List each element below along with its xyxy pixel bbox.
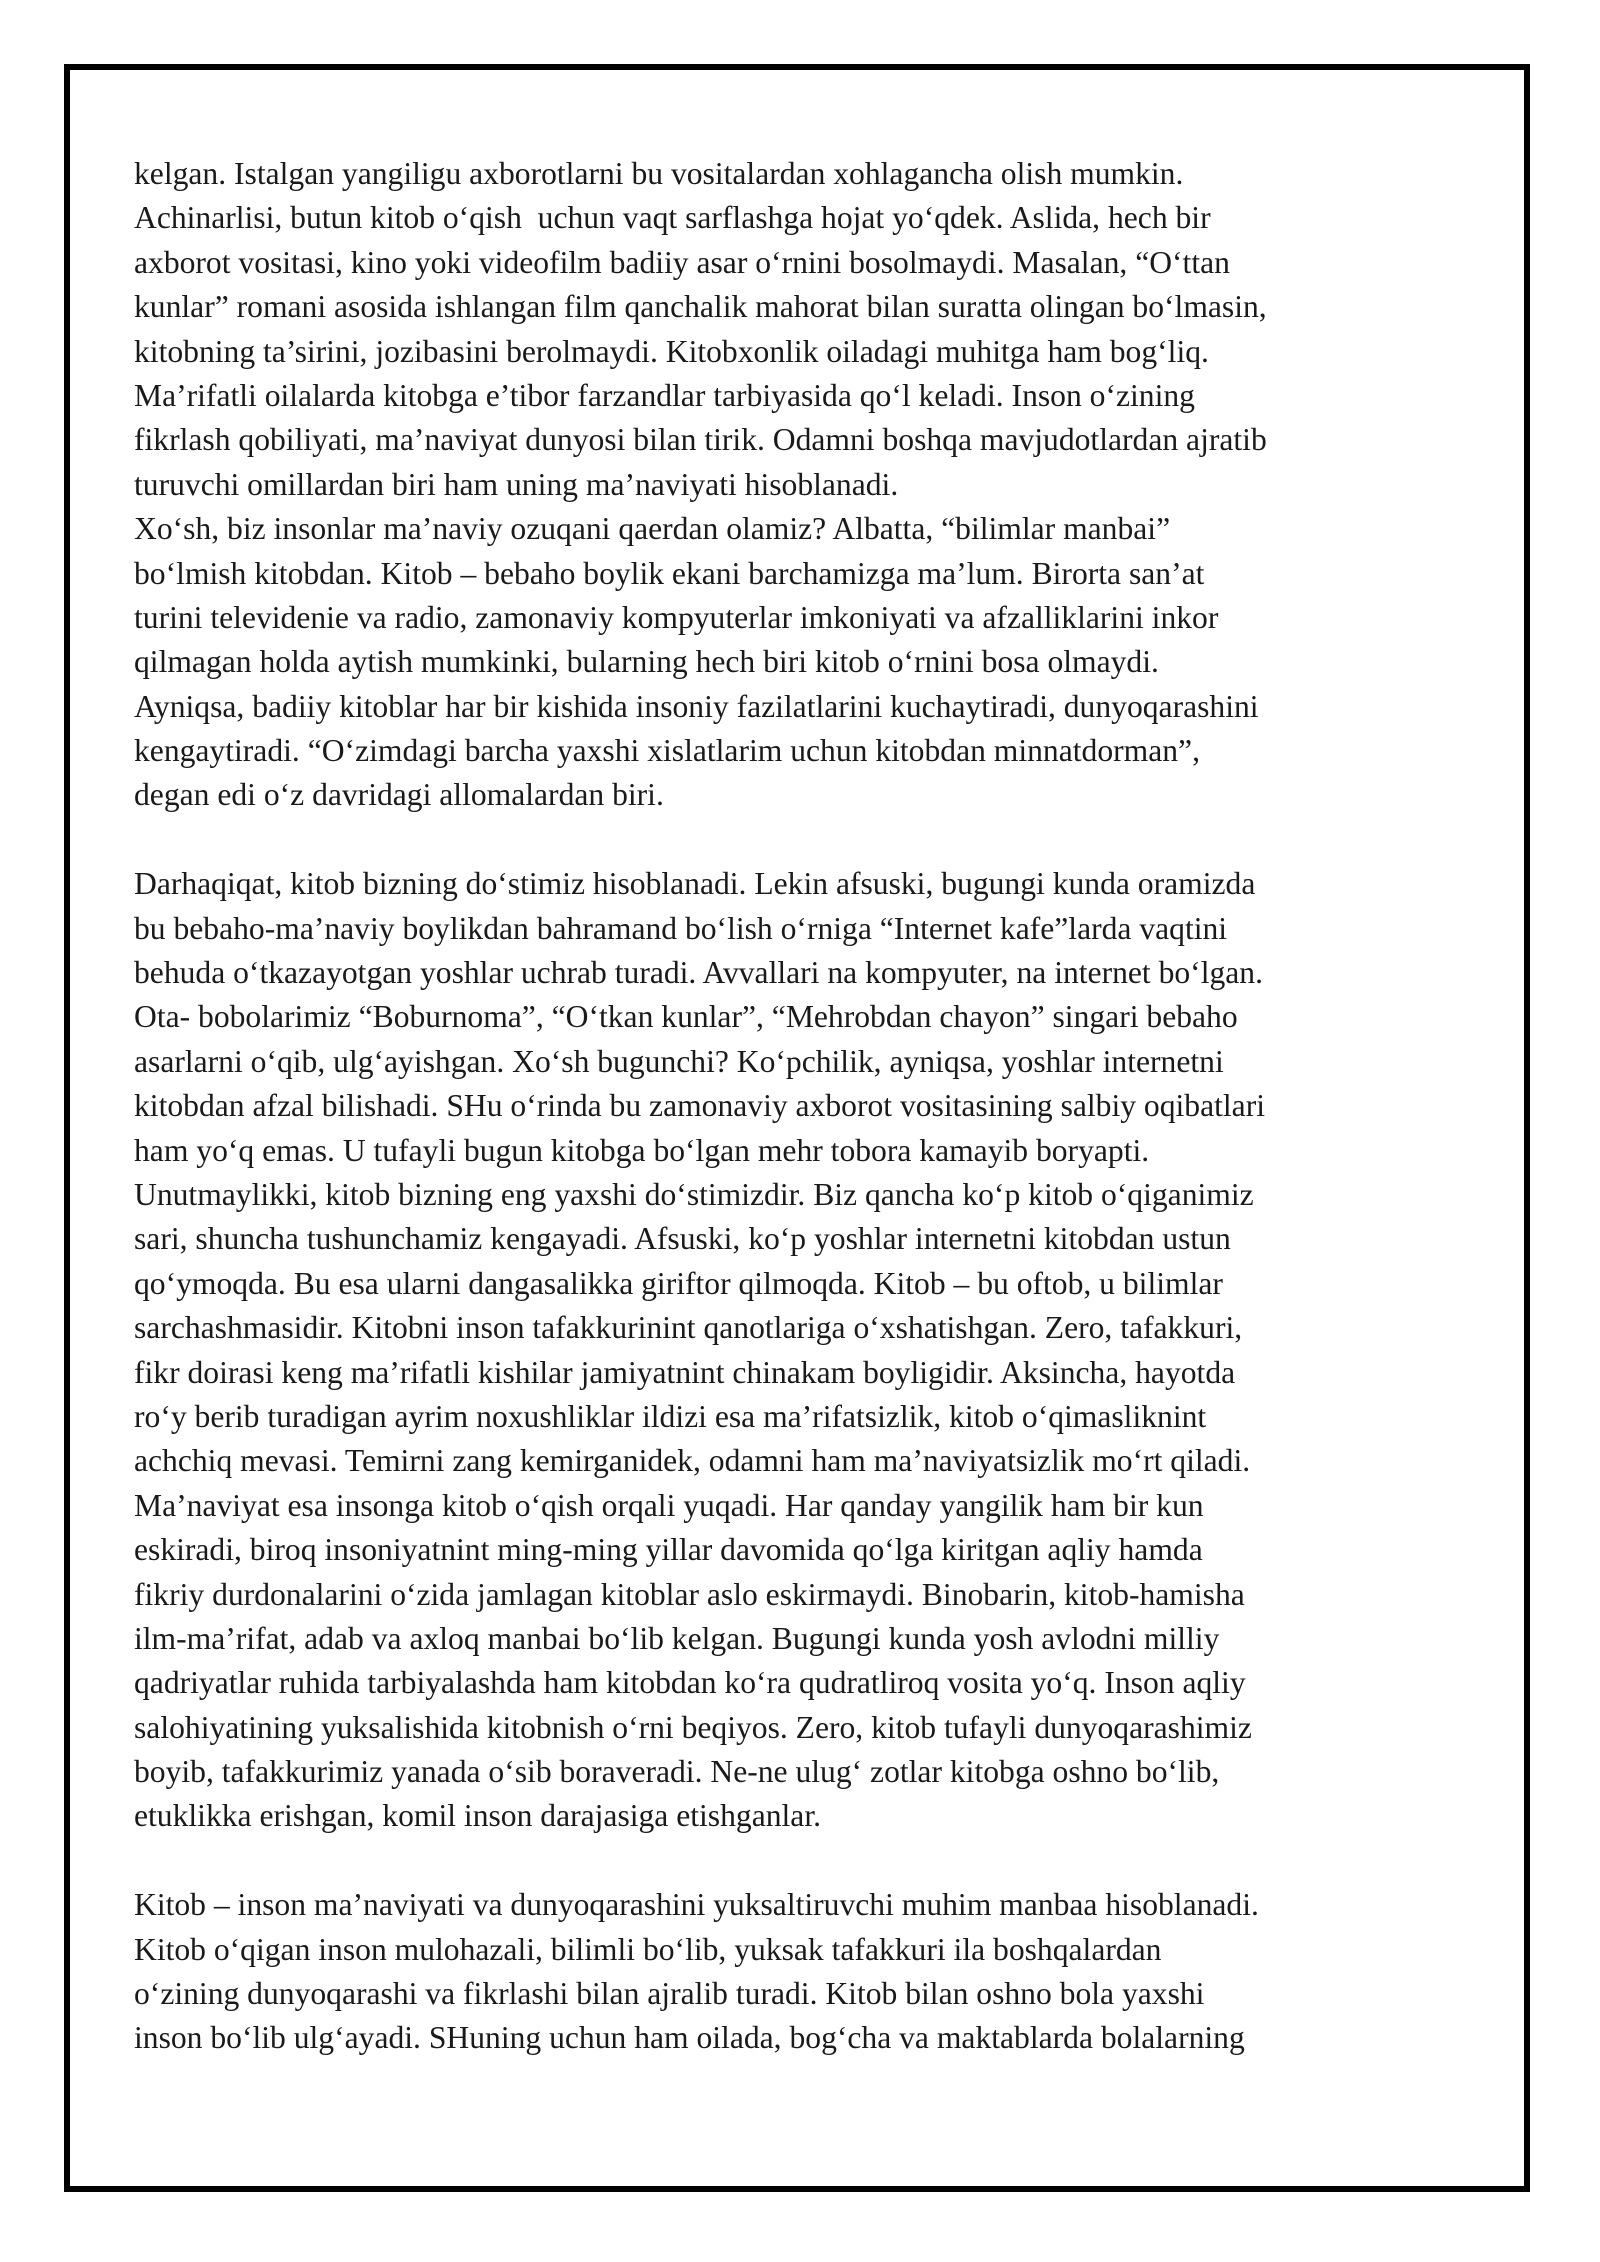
text-line: boyib, tafakkurimiz yanada o‘sib boraveradi. Ne-ne ulug‘ zotlar kitobga oshno bo‘lib,	[134, 1754, 1220, 1790]
paragraph	[134, 862, 1480, 1839]
text-line: qilmagan holda aytish mumkinki, bularning hech biri kitob o‘rnini bosa olmaydi.	[134, 644, 1159, 680]
text-line: qo‘ymoqda. Bu esa ularni dangasalikka giriftor qilmoqda. Kitob – bu oftob, u bilimlar	[134, 1265, 1223, 1301]
paragraph	[134, 1883, 1480, 2061]
paragraph-gap	[134, 1839, 1480, 1883]
text-line: Ayniqsa, badiiy kitoblar har bir kishida insoniy fazilatlarini kuchaytiradi, dunyoqarashini	[134, 688, 1259, 724]
text-line: bo‘lmish kitobdan. Kitob – bebaho boylik ekani barchamizga ma’lum. Birorta san’at	[134, 555, 1205, 591]
text-line: kitobning ta’sirini, jozibasini berolmaydi. Kitobxonlik oiladagi muhitga ham bog‘liq.	[134, 333, 1209, 369]
text-line: Unutmaylikki, kitob bizning eng yaxshi do‘stimizdir. Biz qancha ko‘p kitob o‘qiganimiz	[134, 1176, 1254, 1212]
text-line: behuda o‘tkazayotgan yoshlar uchrab turadi. Avvallari na kompyuter, na internet bo‘lgan.	[134, 955, 1263, 991]
document-body	[134, 152, 1480, 2061]
text-line: fikr doirasi keng ma’rifatli kishilar jamiyatnint chinakam boyligidir. Aksincha, hayotda	[134, 1354, 1236, 1390]
text-line: degan edi o‘z davridagi allomalardan biri.	[134, 777, 664, 813]
text-line: Xo‘sh, biz insonlar ma’naviy ozuqani qaerdan olamiz? Albatta, “bilimlar manbai”	[134, 511, 1171, 547]
text-line: eskiradi, biroq insoniyatnint ming-ming yillar davomida qo‘lga kiritgan aqliy hamda	[134, 1532, 1203, 1568]
text-line: axborot vositasi, kino yoki videofilm badiiy asar o‘rnini bosolmaydi. Masalan, “O‘ttan	[134, 244, 1230, 280]
text-line: Kitob o‘qigan inson mulohazali, bilimli bo‘lib, yuksak tafakkuri ila boshqalardan	[134, 1931, 1162, 1967]
text-line: salohiyatining yuksalishida kitobnish o‘rni beqiyos. Zero, kitob tufayli dunyoqarashimiz	[134, 1709, 1252, 1745]
text-line: sarchashmasidir. Kitobni inson tafakkurinint qanotlariga o‘xshatishgan. Zero, tafakkuri,	[134, 1310, 1243, 1346]
text-line: etuklikka erishgan, komil inson darajasiga etishganlar.	[134, 1798, 821, 1834]
text-line: Ota- bobolarimiz “Boburnoma”, “O‘tkan kunlar”, “Mehrobdan chayon” singari bebaho	[134, 999, 1238, 1035]
text-line: bu bebaho-ma’naviy boylikdan bahramand bo‘lish o‘rniga “Internet kafe”larda vaqtini	[134, 910, 1228, 946]
text-line: ro‘y berib turadigan ayrim noxushliklar ildizi esa ma’rifatsizlik, kitob o‘qimasliknint	[134, 1398, 1207, 1434]
text-line: o‘zining dunyoqarashi va fikrlashi bilan ajralib turadi. Kitob bilan oshno bola yaxshi	[134, 1976, 1205, 2012]
paragraph-gap	[134, 818, 1480, 862]
text-line: Kitob – inson ma’naviyati va dunyoqarashini yuksaltiruvchi muhim manbaa hisoblanadi.	[134, 1887, 1259, 1923]
text-line: inson bo‘lib ulg‘ayadi. SHuning uchun ham oilada, bog‘cha va maktablarda bolalarning	[134, 2020, 1245, 2056]
text-line: fikrlash qobiliyati, ma’naviyat dunyosi bilan tirik. Odamni boshqa mavjudotlardan ajratib	[134, 422, 1267, 458]
text-line: Ma’naviyat esa insonga kitob o‘qish orqali yuqadi. Har qanday yangilik ham bir kun	[134, 1487, 1204, 1523]
text-line: kunlar” romani asosida ishlangan film qanchalik mahorat bilan suratta olingan bo‘lmasin,	[134, 289, 1267, 325]
text-line: kengaytiradi. “O‘zimdagi barcha yaxshi xislatlarim uchun kitobdan minnatdorman”,	[134, 733, 1200, 769]
text-line: fikriy durdonalarini o‘zida jamlagan kitoblar aslo eskirmaydi. Binobarin, kitob-hamisha	[134, 1576, 1245, 1612]
text-line: Ma’rifatli oilalarda kitobga e’tibor farzandlar tarbiyasida qo‘l keladi. Inson o‘zining	[134, 377, 1195, 413]
text-line: Achinarlisi, butun kitob o‘qish uchun vaqt sarflashga hojat yo‘qdek. Aslida, hech bir	[134, 200, 1211, 236]
text-line: kelgan. Istalgan yangiligu axborotlarni bu vositalardan xohlagancha olish mumkin.	[134, 156, 1184, 191]
text-line: Darhaqiqat, kitob bizning do‘stimiz hisoblanadi. Lekin afsuski, bugungi kunda oramizda	[134, 866, 1256, 902]
text-line: qadriyatlar ruhida tarbiyalashda ham kitobdan ko‘ra qudratliroq vosita yo‘q. Inson aqliy	[134, 1665, 1246, 1701]
text-line: kitobdan afzal bilishadi. SHu o‘rinda bu zamonaviy axborot vositasining salbiy oqibatlari	[134, 1088, 1266, 1124]
text-line: sari, shuncha tushunchamiz kengayadi. Afsuski, ko‘p yoshlar internetni kitobdan ustun	[134, 1221, 1231, 1257]
text-line: turuvchi omillardan biri ham uning ma’naviyati hisoblanadi.	[134, 466, 899, 502]
text-line: asarlarni o‘qib, ulg‘ayishgan. Xo‘sh bugunchi? Ko‘pchilik, ayniqsa, yoshlar internetni	[134, 1043, 1224, 1079]
text-line: turini televidenie va radio, zamonaviy kompyuterlar imkoniyati va afzalliklarini inkor	[134, 599, 1219, 635]
text-line: achchiq mevasi. Temirni zang kemirganidek, odamni ham ma’naviyatsizlik mo‘rt qiladi.	[134, 1443, 1251, 1479]
text-line: ilm-ma’rifat, adab va axloq manbai bo‘lib kelgan. Bugungi kunda yosh avlodni milliy	[134, 1620, 1220, 1656]
text-line: ham yo‘q emas. U tufayli bugun kitobga bo‘lgan mehr tobora kamayib boryapti.	[134, 1132, 1150, 1168]
paragraph	[134, 152, 1480, 818]
